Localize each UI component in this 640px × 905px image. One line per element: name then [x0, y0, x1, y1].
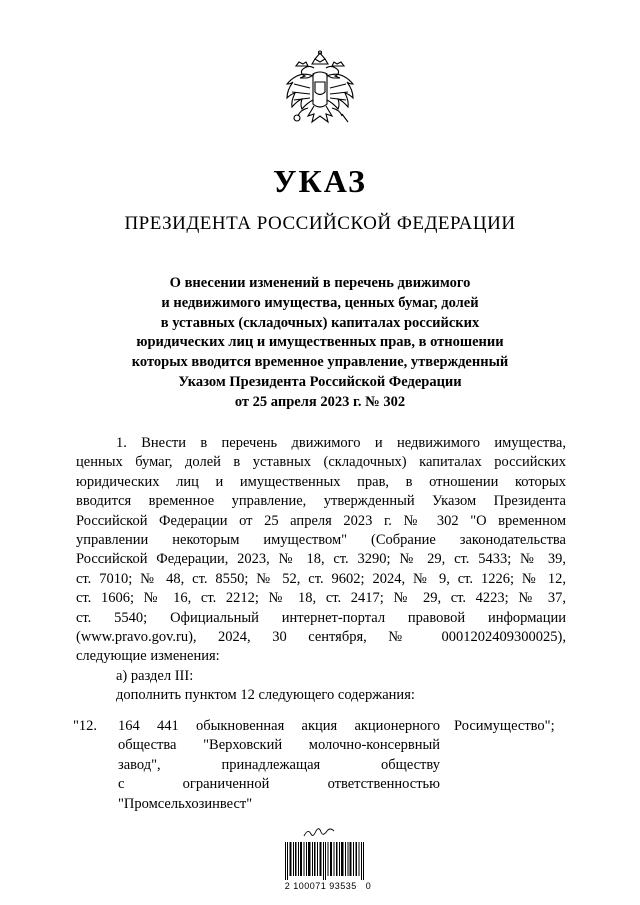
heading-line: и недвижимого имущества, ценных бумаг, долей: [161, 294, 479, 311]
document-body: [76, 434, 566, 706]
item-description: [118, 717, 440, 814]
heading-line: от 25 апреля 2023 г. № 302: [234, 393, 406, 410]
body-line: ст. 7010; № 48, ст. 8550; № 52, ст. 9602; 2024, № 9, ст. 1226; № 12,: [76, 570, 566, 587]
subsection-a-text: дополнить пунктом 12 следующего содержания:: [116, 687, 415, 704]
heading-line: Указом Президента Российской Федерации: [178, 373, 462, 390]
heading-line: юридических лиц и имущественных прав, в отношении: [136, 334, 504, 351]
body-line: Российской Федерации от 25 апреля 2023 г. № 302 "О временном: [76, 512, 566, 529]
item-line: "Промсельхозинвест": [118, 795, 253, 812]
body-line: Российской Федерации, 2023, № 18, ст. 3290; № 29, ст. 5433; № 39,: [76, 551, 566, 568]
document-title: УКАЗ: [273, 163, 367, 199]
heading-line: О внесении изменений в перечень движимого: [169, 275, 471, 291]
body-line: (www.pravo.gov.ru), 2024, 30 сентября, № 0001202409300025),: [76, 629, 566, 646]
body-line: вводится временное управление, утвержденный Указом Президента: [76, 493, 566, 510]
item-number: "12.: [73, 718, 98, 734]
heading-line: в уставных (складочных) капиталах российских: [160, 314, 480, 331]
item-line: с ограниченной ответственностью: [118, 776, 440, 793]
document-subtitle: ПРЕЗИДЕНТА РОССИЙСКОЙ ФЕДЕРАЦИИ: [124, 213, 516, 234]
barcode: [285, 842, 365, 880]
item-manager: Росимущество";: [454, 718, 555, 734]
body-line: 1. Внести в перечень движимого и недвижимого имущества,: [116, 435, 566, 451]
handwritten-mark-icon: [302, 826, 336, 840]
body-line: управлении некоторым имуществом" (Собрание законодательства: [76, 532, 566, 549]
item-line: 164 441 обыкновенная акция акционерного: [118, 718, 440, 734]
barcode-number: 2 100071 93535 0: [284, 881, 372, 891]
document-heading: [95, 274, 545, 413]
heading-line: которых вводится временное управление, утвержденный: [131, 354, 509, 371]
body-line: ст. 1606; № 16, ст. 2212; № 18, ст. 2417; № 29, ст. 4223; № 37,: [76, 590, 566, 607]
item-line: завод", принадлежащая обществу: [118, 756, 440, 773]
body-line: ст. 5540; Официальный интернет-портал правовой информации: [76, 609, 566, 626]
coat-of-arms-emblem: [282, 50, 358, 136]
item-line: общества "Верховский молочно-консервный: [118, 737, 440, 754]
subsection-a: а) раздел III:: [116, 667, 194, 684]
body-line: ценных бумаг, долей в уставных (складочных) капиталах российских: [76, 454, 566, 471]
body-line: юридических лиц и имущественных прав, в отношении которых: [76, 473, 566, 490]
body-line: следующие изменения:: [76, 648, 220, 665]
